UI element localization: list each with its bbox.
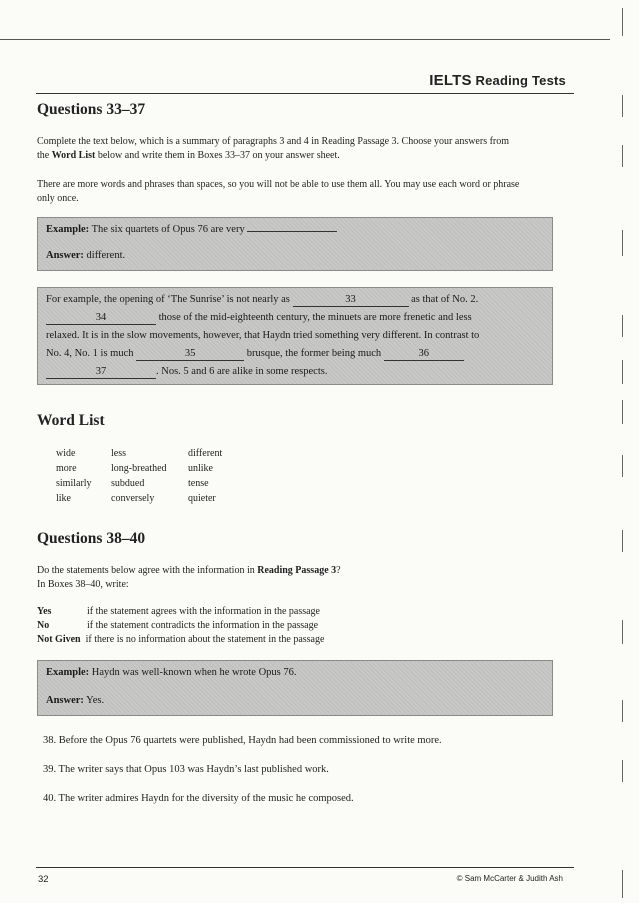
section2-example-line: Example: Haydn was well-known when he wrote Opus 76. bbox=[46, 667, 297, 678]
word-list-item: tense bbox=[188, 478, 209, 489]
gap-35[interactable]: 35 bbox=[136, 348, 244, 361]
key-no: No if the statement contradicts the information in the passage bbox=[37, 620, 319, 631]
instruction-line-1: Complete the text below, which is a summary of paragraphs 3 and 4 in Reading Passage 3. Choose your answers from bbox=[37, 136, 510, 147]
summary-line-1: For example, the opening of ‘The Sunrise’ is not nearly as 33 as that of No. 2. bbox=[46, 294, 479, 305]
page-number: 32 bbox=[38, 874, 49, 885]
summary-box bbox=[37, 287, 553, 385]
key-yes: Yes if the statement agrees with the information in the passage bbox=[37, 606, 320, 617]
example-line: Example: The six quartets of Opus 76 are very bbox=[46, 224, 337, 235]
example-box bbox=[37, 217, 553, 271]
section2-instruction-1: Do the statements below agree with the information in Reading Passage 3? bbox=[37, 565, 341, 576]
word-list-item: wide bbox=[56, 448, 76, 459]
example-blank bbox=[247, 231, 337, 232]
gap-33[interactable]: 33 bbox=[293, 294, 409, 307]
copyright-notice: © Sam McCarter & Judith Ash bbox=[456, 874, 563, 883]
word-list-item: unlike bbox=[188, 463, 213, 474]
section2-example-box bbox=[37, 660, 553, 716]
word-list-item: less bbox=[111, 448, 126, 459]
gap-34[interactable]: 34 bbox=[46, 312, 156, 325]
instruction-line-3: There are more words and phrases than spaces, so you will not be able to use them all. You may use each word or phrase bbox=[37, 179, 520, 190]
section2-example-answer: Answer: Yes. bbox=[46, 695, 105, 706]
word-list-item: subdued bbox=[111, 478, 145, 489]
question-38: 38. Before the Opus 76 quartets were published, Haydn had been commissioned to write more. bbox=[43, 735, 442, 746]
word-list-item: similarly bbox=[56, 478, 92, 489]
questions-33-37-heading: Questions 33–37 bbox=[37, 101, 146, 118]
question-40: 40. The writer admires Haydn for the diversity of the music he composed. bbox=[43, 793, 354, 804]
word-list-heading: Word List bbox=[37, 412, 105, 429]
brand-main: IELTS bbox=[429, 72, 472, 89]
question-39: 39. The writer says that Opus 103 was Haydn’s last published work. bbox=[43, 764, 329, 775]
summary-line-3: relaxed. It is in the slow movements, however, that Haydn tried something very different. In contrast to bbox=[46, 330, 480, 341]
summary-line-5: 37 . Nos. 5 and 6 are alike in some respects. bbox=[46, 366, 327, 379]
word-list-item: more bbox=[56, 463, 77, 474]
key-not-given: Not Given if there is no information about the statement in the passage bbox=[37, 634, 325, 645]
word-list-item: conversely bbox=[111, 493, 155, 504]
header-rule bbox=[36, 93, 574, 94]
word-list-item: quieter bbox=[188, 493, 216, 504]
binder-edge bbox=[622, 0, 639, 903]
ielts-brand bbox=[429, 72, 566, 89]
scan-top-rule bbox=[0, 39, 610, 40]
word-list-item: long-breathed bbox=[111, 463, 167, 474]
instruction-line-2: the Word List below and write them in Boxes 33–37 on your answer sheet. bbox=[37, 150, 340, 161]
questions-38-40-heading: Questions 38–40 bbox=[37, 530, 146, 547]
gap-37[interactable]: 37 bbox=[46, 366, 156, 379]
instruction-line-4: only once. bbox=[37, 193, 79, 204]
example-answer: Answer: different. bbox=[46, 250, 126, 261]
summary-line-4: No. 4, No. 1 is much 35 brusque, the former being much 36 bbox=[46, 348, 464, 361]
gap-36[interactable]: 36 bbox=[384, 348, 464, 361]
summary-line-2: 34 those of the mid-eighteenth century, the minuets are more frenetic and less bbox=[46, 312, 472, 325]
brand-sub: Reading Tests bbox=[475, 73, 566, 88]
footer-rule bbox=[36, 867, 574, 868]
word-list-item: different bbox=[188, 448, 223, 459]
section2-instruction-2: In Boxes 38–40, write: bbox=[37, 579, 129, 590]
word-list-item: like bbox=[56, 493, 71, 504]
